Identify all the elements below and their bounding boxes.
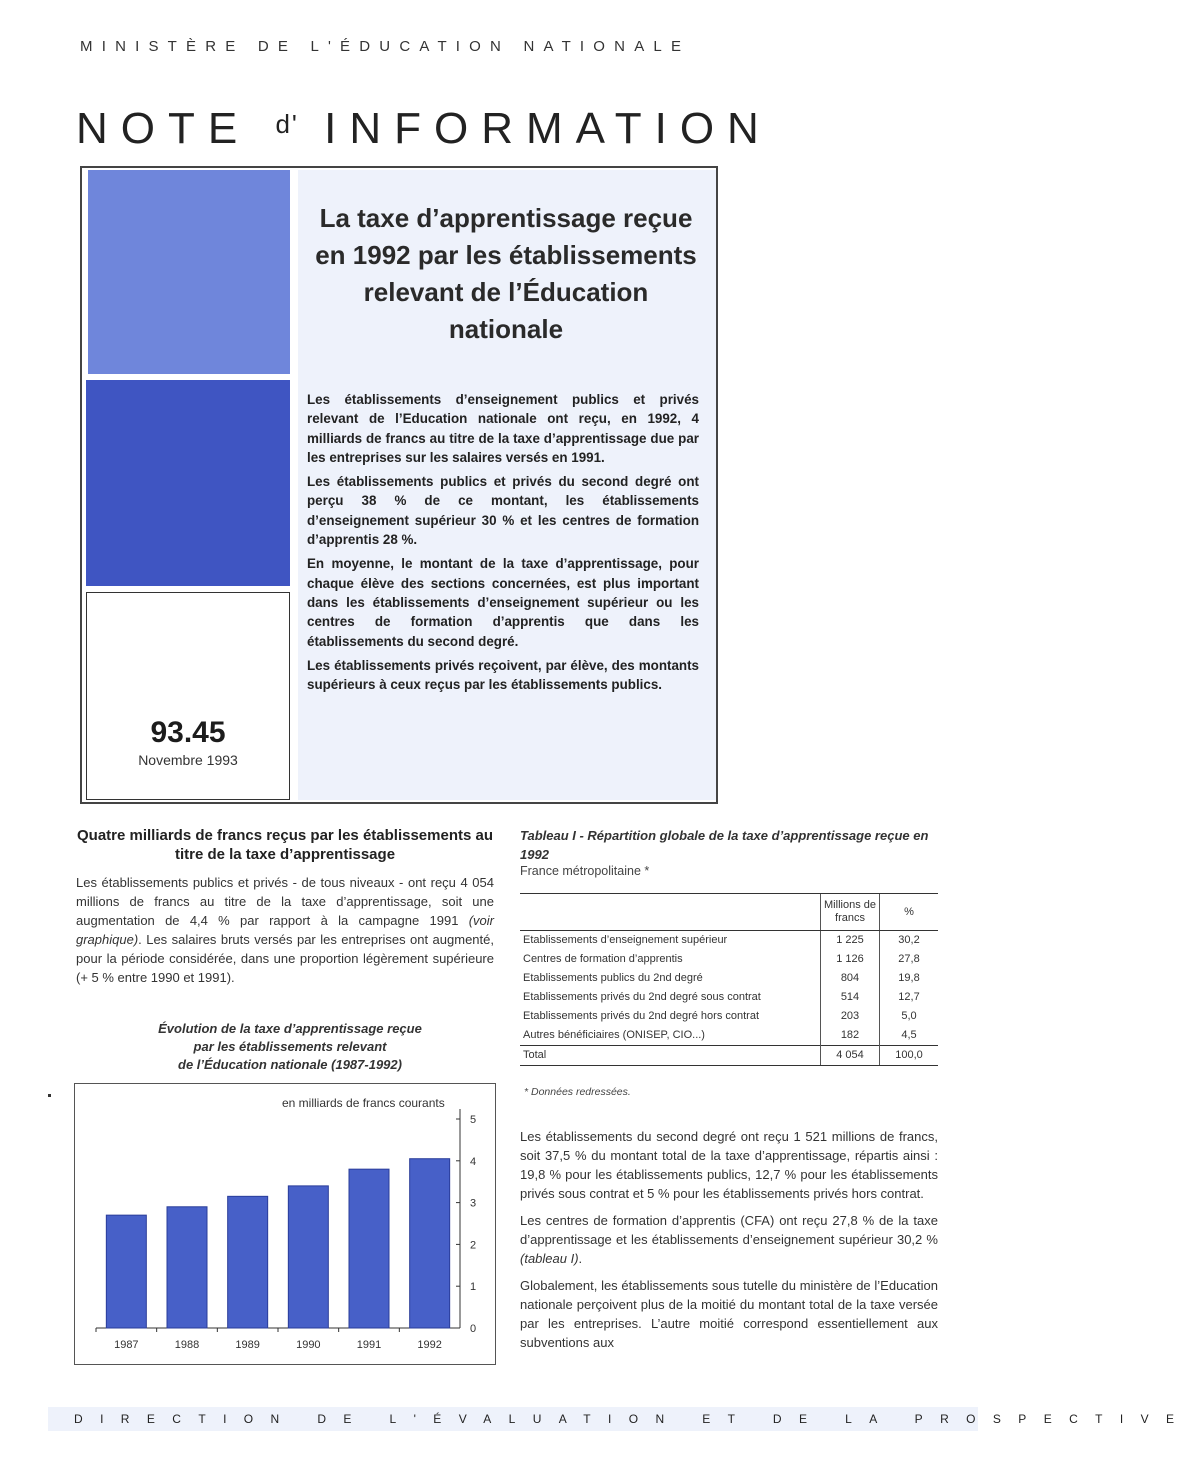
section-title: Quatre milliards de francs reçus par les établissements au titre de la taxe d’apprentissage	[76, 827, 493, 863]
body-paragraph: Les établissements du second degré ont reçu 1 521 millions de francs, soit 37,5 % du montant total de la taxe d’apprentissage, répartis ainsi : 19,8 % pour les établissements publics, 12,7 % pour les établissements privés sous contrat et 5 % pour les établissements privés hors contrat.	[520, 1129, 938, 1201]
body-paragraph	[520, 1211, 938, 1268]
decorative-square-light	[88, 170, 290, 374]
chart-title-line: par les établissements relevant	[193, 1039, 387, 1054]
x-tick-label: 1991	[356, 1339, 382, 1351]
x-tick-label: 1988	[174, 1339, 200, 1351]
summary-paragraph: En moyenne, le montant de la taxe d’apprentissage, pour chaque élève des sections concernées, est plus important dans les établissements d’enseignement supérieur ou les centres de formation d’apprentis que dans les établissements du second degré.	[307, 556, 699, 649]
total-percent: 100,0	[880, 1046, 939, 1066]
chart-title-line: Évolution de la taxe d’apprentissage reçue	[158, 1021, 422, 1036]
row-label: Etablissements privés du 2nd degré sous contrat	[523, 991, 761, 1003]
x-tick-label: 1992	[417, 1339, 442, 1351]
row-percent: 19,8	[880, 969, 939, 988]
y-tick-label: 0	[469, 1323, 477, 1335]
total-label: Total	[520, 1046, 821, 1066]
table-header-label	[520, 894, 821, 931]
chart-title	[110, 1020, 470, 1074]
summary-paragraph: Les établissements privés reçoivent, par élève, des montants supérieurs à ceux reçus par les établissements publics.	[307, 657, 699, 693]
row-percent: 12,7	[880, 988, 939, 1007]
table-subtitle: France métropolitaine *	[520, 864, 650, 878]
body-text: . Les salaires bruts versés par les entreprises ont augmenté, pour la période considérée, dans une proportion légèrement supérieure (+ 5 % entre 1990 et 1991).	[76, 932, 494, 985]
body-text: Les établissements publics et privés - de tous niveaux - ont reçu 4 054 millions de francs au titre de la taxe d’apprentissage, soit une augmentation de 4,4 % par rapport à la campagne 1991	[76, 875, 494, 928]
row-label: Autres bénéficiaires (ONISEP, CIO...)	[523, 1029, 705, 1041]
issue-number: 93.45	[150, 716, 226, 749]
publication-title	[76, 104, 772, 154]
row-percent: 27,8	[880, 950, 939, 969]
row-amount: 1 126	[821, 950, 880, 969]
publication-title-information: INFORMATION	[298, 104, 772, 153]
x-tick-label: 1990	[296, 1339, 321, 1351]
y-tick-label: 1	[469, 1281, 477, 1294]
table-reference: (tableau I)	[520, 1251, 579, 1266]
table-row	[520, 1007, 938, 1026]
bar	[349, 1169, 389, 1328]
bar	[228, 1196, 268, 1328]
bar	[410, 1159, 450, 1328]
distribution-table	[520, 893, 938, 1066]
total-amount: 4 054	[821, 1046, 880, 1066]
bar	[167, 1207, 207, 1328]
table-title: Tableau I - Répartition globale de la taxe d’apprentissage reçue en 1992	[520, 828, 929, 862]
issue-date: Novembre 1993	[138, 752, 238, 768]
cover-headline: La taxe d’apprentissage reçue en 1992 par les établissements relevant de l’Éducation nationale	[315, 203, 697, 344]
row-label: Etablissements publics du 2nd degré	[523, 972, 703, 984]
bar	[106, 1215, 146, 1328]
body-text: .	[578, 1251, 583, 1266]
publication-title-particle: d'	[275, 109, 299, 139]
y-tick-label: 3	[469, 1197, 477, 1210]
bar-chart	[74, 1083, 496, 1365]
table-row	[520, 1026, 938, 1046]
x-tick-label: 1987	[114, 1339, 139, 1351]
table-footnote: * Données redressées.	[524, 1086, 631, 1098]
row-amount: 804	[821, 969, 880, 988]
stray-dot	[48, 1094, 51, 1097]
decorative-square-dark	[86, 380, 290, 586]
table-header-amount: Millions de francs	[821, 894, 880, 931]
summary-paragraph: Les établissements publics et privés du second degré ont perçu 38 % de ce montant, les établissements d’enseignement supérieur 30 % et les centres de formation d’apprentis 28 %.	[307, 474, 699, 548]
row-label: Etablissements d’enseignement supérieur	[523, 934, 728, 946]
row-amount: 182	[821, 1026, 880, 1046]
x-tick-label: 1989	[235, 1339, 260, 1351]
chart-title-line: de l’Éducation nationale (1987-1992)	[178, 1057, 402, 1072]
body-paragraph	[76, 873, 494, 987]
issue-box	[86, 592, 290, 800]
body-paragraph: Globalement, les établissements sous tutelle du ministère de l’Education nationale perçoivent plus de la moitié du montant total de la taxe versée par les entreprises. L’autre moitié correspond essentiellement aux subventions aux	[520, 1278, 938, 1350]
row-label: Centres de formation d’apprentis	[523, 953, 683, 965]
section-body-right	[520, 1127, 938, 1360]
row-amount: 1 225	[821, 931, 880, 951]
publication-title-note: NOTE	[76, 104, 276, 153]
table-header-percent: %	[880, 894, 939, 931]
summary-paragraph: Les établissements d’enseignement publics et privés relevant de l’Education nationale ont reçu, en 1992, 4 milliards de francs au titre de la taxe d’apprentissage due par les entreprises sur les salaires versés en 1991.	[307, 392, 699, 465]
y-tick-label: 2	[469, 1239, 477, 1252]
chart-unit: en milliards de francs courants	[282, 1096, 445, 1110]
ministry-header: MINISTÈRE DE L'ÉDUCATION NATIONALE	[80, 38, 691, 55]
bar	[288, 1186, 328, 1328]
y-tick-label: 4	[469, 1155, 477, 1168]
footer-text: DIRECTION DE L'ÉVALUATION ET DE LA PROSPECTIVE	[74, 1412, 1191, 1426]
row-percent: 4,5	[880, 1026, 939, 1046]
table-row	[520, 969, 938, 988]
body-text: Les centres de formation d’apprentis (CFA) ont reçu 27,8 % de la taxe d’apprentissage et les établissements d’enseignement supérieur 30,2 %	[520, 1213, 938, 1247]
row-amount: 203	[821, 1007, 880, 1026]
cover-summary	[307, 390, 699, 699]
row-percent: 5,0	[880, 1007, 939, 1026]
table-total-row	[520, 1046, 938, 1066]
table-row	[520, 950, 938, 969]
row-label: Etablissements privés du 2nd degré hors contrat	[523, 1010, 760, 1022]
table-row	[520, 931, 938, 951]
figure-reference: (voir graphique)	[76, 913, 494, 947]
table-row	[520, 988, 938, 1007]
row-amount: 514	[821, 988, 880, 1007]
section-body-left	[76, 873, 494, 987]
row-percent: 30,2	[880, 931, 939, 951]
y-tick-label: 5	[469, 1114, 477, 1126]
